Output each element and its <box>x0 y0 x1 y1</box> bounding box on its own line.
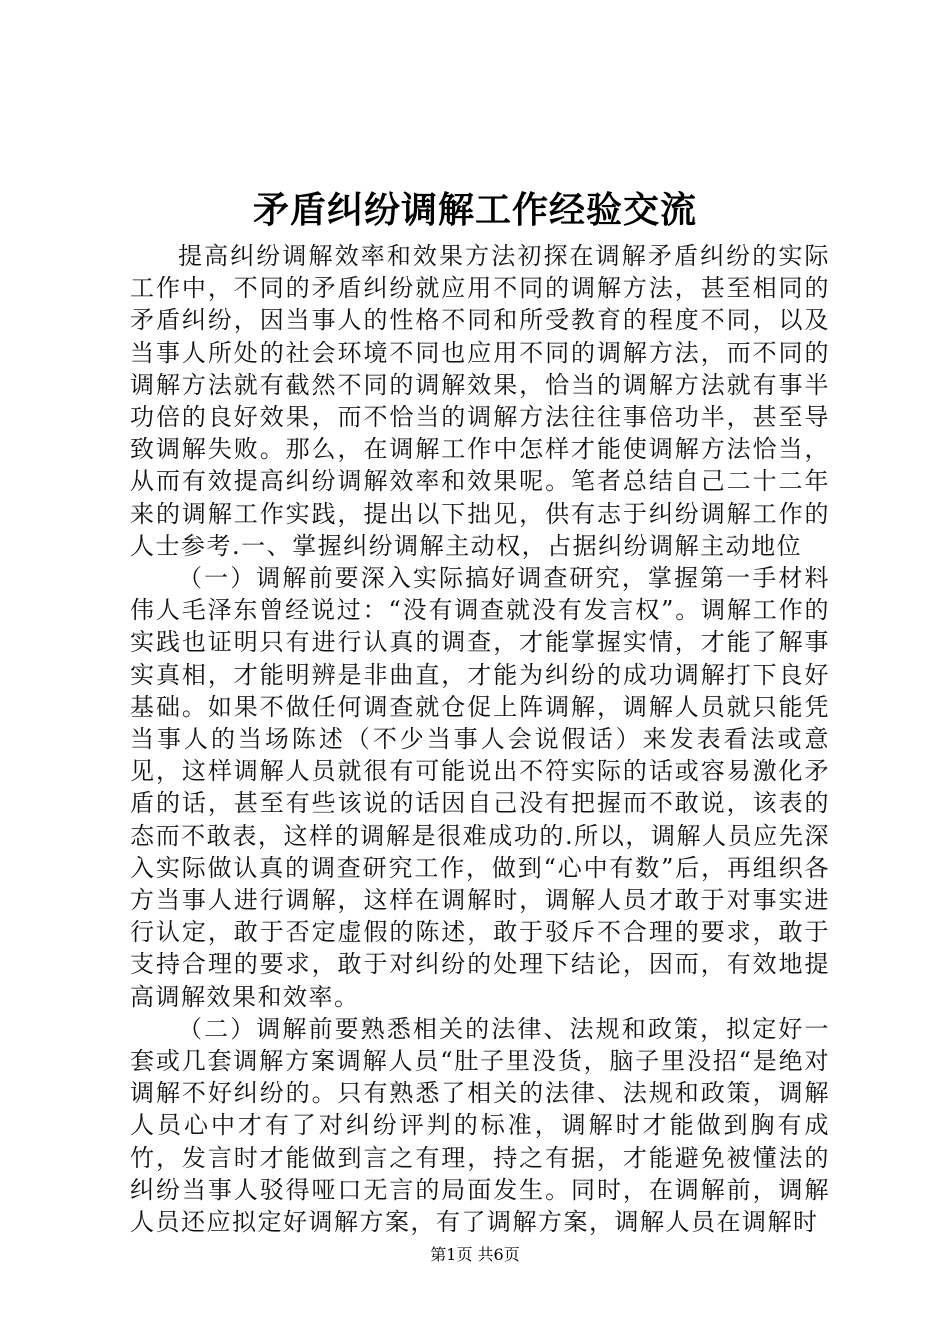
page-number-footer: 第1页 共6页 <box>430 1245 520 1264</box>
document-body <box>130 240 830 1238</box>
paragraph-section-2: （二）调解前要熟悉相关的法律、法规和政策，拟定好一套或几套调解方案调解人员“肚子里没货，脑子里没招“是绝对调解不好纠纷的。只有熟悉了相关的法律、法规和政策，调解人员心中才有了对纠纷评判的标准，调解时才能做到胸有成竹，发言时才能做到言之有理，持之有据，才能避免被懂法的纠纷当事人驳得哑口无言的局面发生。同时，在调解前，调解人员还应拟定好调解方案，有了调解方案，调解人员在调解时 <box>130 1014 830 1237</box>
document-title: 矛盾纠纷调解工作经验交流 <box>252 189 697 231</box>
paragraph-section-1: （一）调解前要深入实际搞好调查研究，掌握第一手材料伟人毛泽东曾经说过：“没有调查就没有发言权”。调解工作的实践也证明只有进行认真的调查，才能掌握实情，才能了解事实真相，才能明辨是非曲直，才能为纠纷的成功调解打下良好基础。如果不做任何调查就仓促上阵调解，调解人员就只能凭当事人的当场陈述（不少当事人会说假话）来发表看法或意见，这样调解人员就很有可能说出不符实际的话或容易激化矛盾的话，甚至有些该说的话因自己没有把握而不敢说，该表的态而不敢表，这样的调解是很难成功的.所以，调解人员应先深入实际做认真的调查研究工作，做到“心中有数”后，再组织各方当事人进行调解，这样在调解时，调解人员才敢于对事实进行认定，敢于否定虚假的陈述，敢于驳斥不合理的要求，敢于支持合理的要求，敢于对纠纷的处理下结论，因而，有效地提高调解效果和效率。 <box>130 564 830 1011</box>
paragraph-intro: 提高纠纷调解效率和效果方法初探在调解矛盾纠纷的实际工作中，不同的矛盾纠纷就应用不同的调解方法，甚至相同的矛盾纠纷，因当事人的性格不同和所受教育的程度不同，以及当事人所处的社会环境不同也应用不同的调解方法，而不同的调解方法就有截然不同的调解效果，恰当的调解方法就有事半功倍的良好效果，而不恰当的调解方法往往事倍功半，甚至导致调解失败。那么，在调解工作中怎样才能使调解方法恰当，从而有效提高纠纷调解效率和效果呢。笔者总结自己二十二年来的调解工作实践，提出以下拙见，供有志于纠纷调解工作的人士参考.一、掌握纠纷调解主动权，占据纠纷调解主动地位 <box>130 242 830 560</box>
